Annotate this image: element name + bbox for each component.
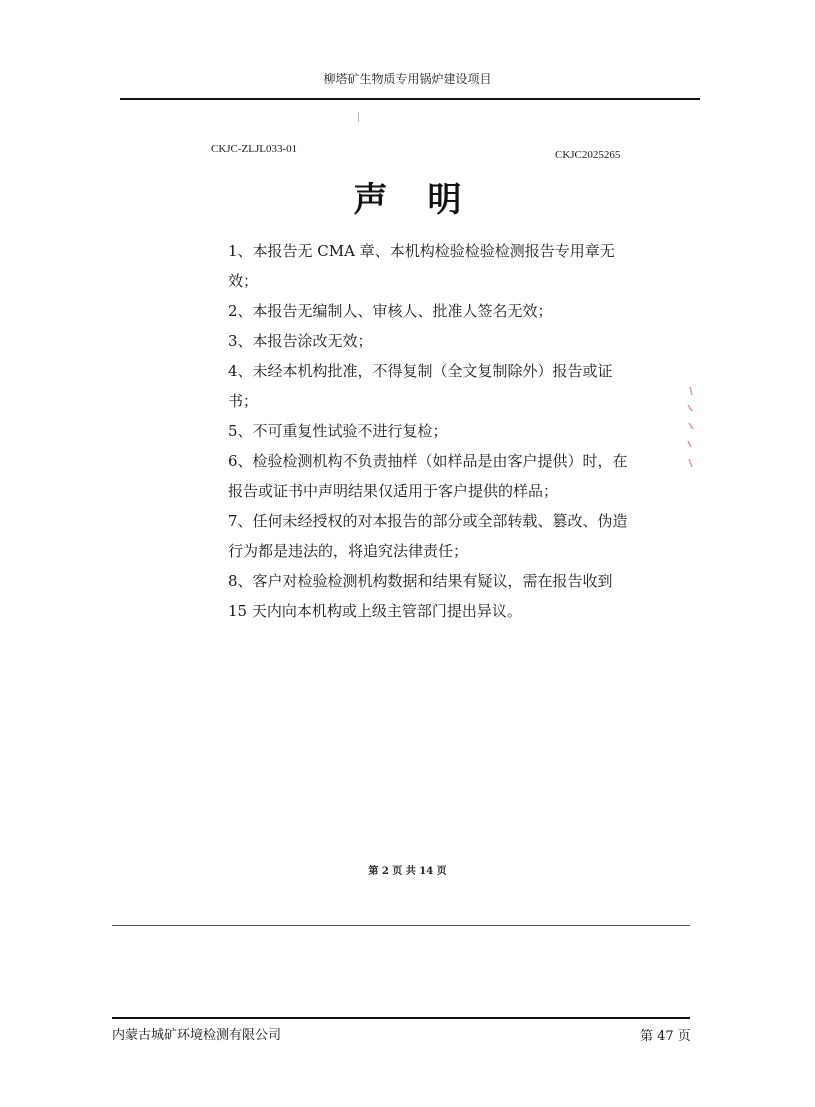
page-number: 第 47 页 xyxy=(640,1029,691,1044)
header-rule xyxy=(120,98,700,100)
page-indicator: 第 2 页 共 14 页 xyxy=(368,866,447,877)
list-item: 7、任何未经授权的对本报告的部分或全部转载、篡改、伪造行为都是违法的，将追究法律责任； xyxy=(228,512,628,560)
list-item: 5、不可重复性试验不进行复检； xyxy=(228,422,448,440)
list-item: 4、未经本机构批准，不得复制（全文复制除外）报告或证书； xyxy=(228,362,613,410)
list-item: 6、检验检测机构不负责抽样（如样品是由客户提供）时，在报告或证书中声明结果仅适用于客户提供的样品； xyxy=(228,452,628,500)
seal-edge-mark xyxy=(683,385,697,475)
scan-mark xyxy=(358,112,359,122)
project-title: 柳塔矿生物质专用锅炉建设项目 xyxy=(323,72,492,86)
page-title: 声明 xyxy=(353,180,502,220)
list-item: 1、本报告无 CMA 章、本机构检验检验检测报告专用章无效； xyxy=(228,242,615,290)
list-item: 2、本报告无编制人、审核人、批准人签名无效； xyxy=(228,302,553,320)
report-number: CKJC2025265 xyxy=(555,149,621,161)
footer-rule-thin xyxy=(112,925,690,926)
list-item: 8、客户对检验检测机构数据和结果有疑议，需在报告收到 15 天内向本机构或上级主管部门提出异议。 xyxy=(228,572,613,620)
declaration-list xyxy=(228,236,628,626)
footer-rule xyxy=(112,1017,690,1019)
list-item: 3、本报告涂改无效； xyxy=(228,332,373,350)
company-name: 内蒙古城矿环境检测有限公司 xyxy=(112,1028,282,1043)
form-code: CKJC-ZLJL033-01 xyxy=(211,143,298,155)
